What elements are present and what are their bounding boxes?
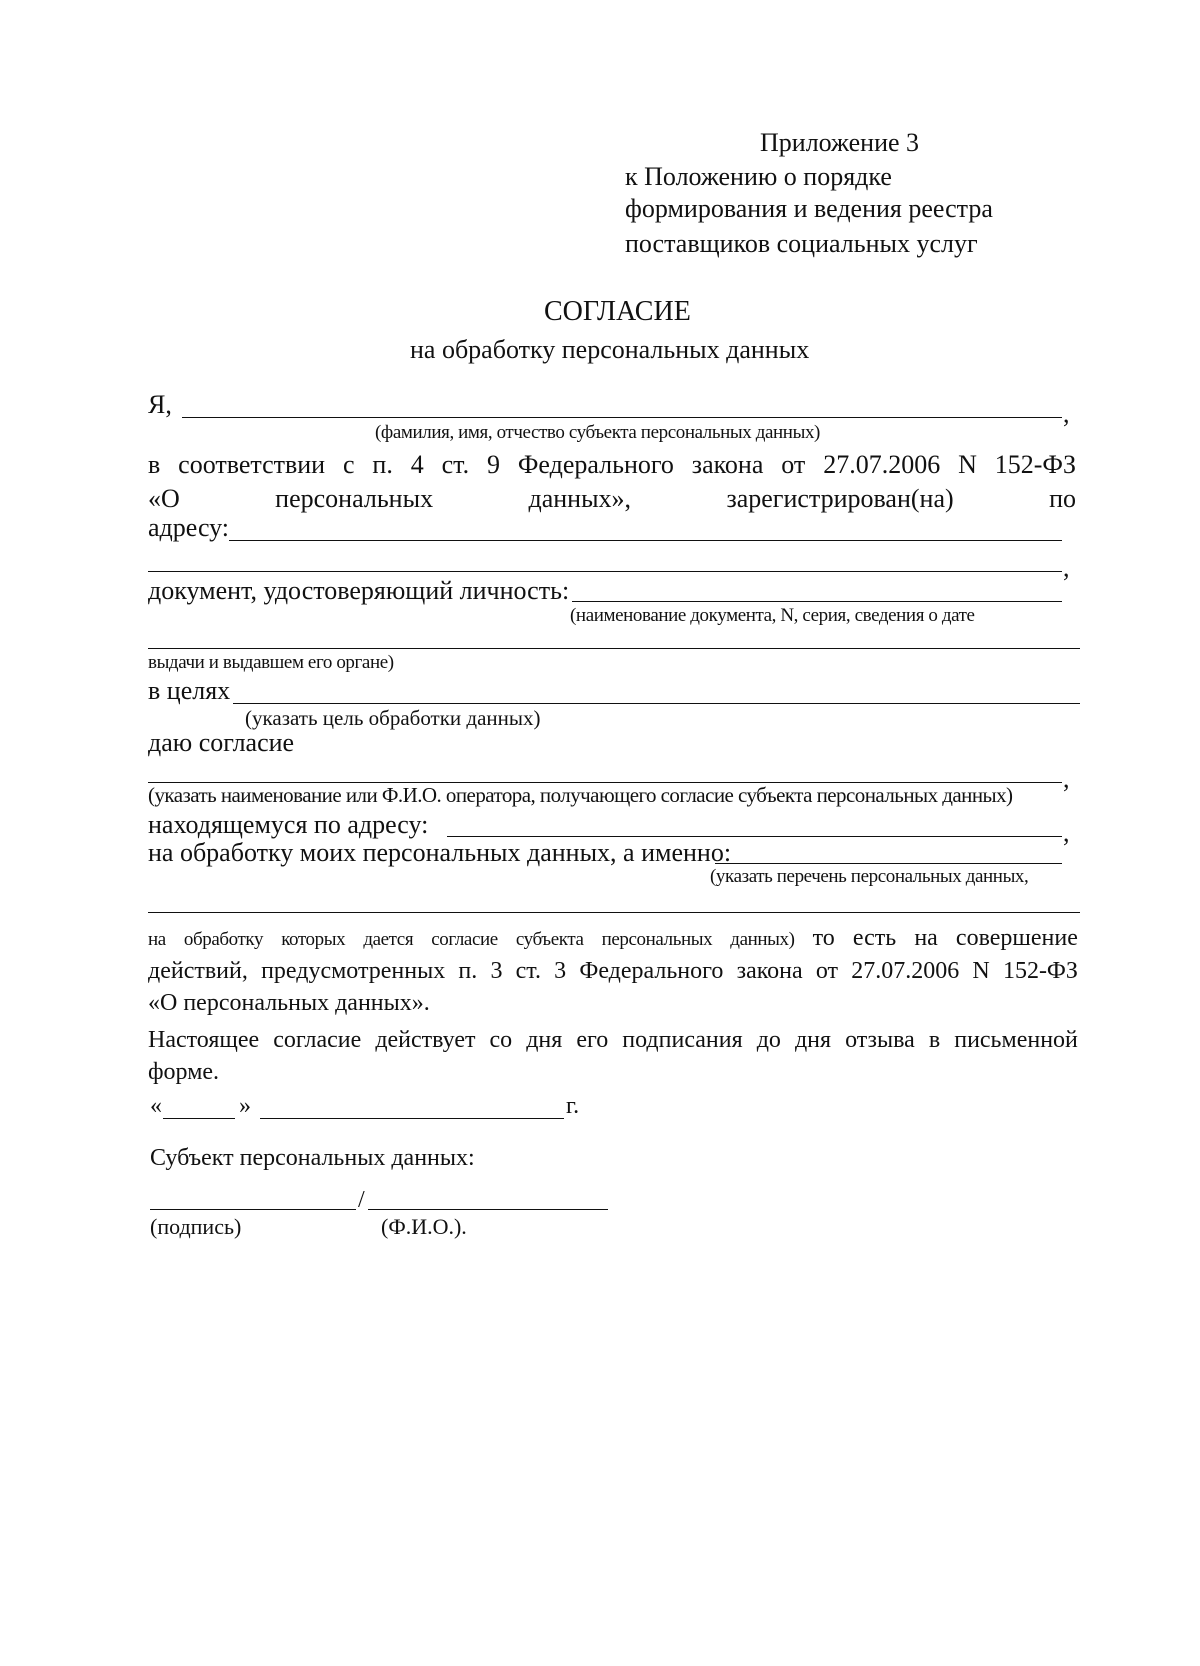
actions-paragraph-line-2 [148,958,1078,985]
document-title: СОГЛАСИЕ [544,296,691,327]
paragraph-word: 152-ФЗ [1002,958,1078,984]
id-document-hint: (наименование документа, N, серия, сведения о дате [570,605,975,626]
id-document-label: документ, удостоверяющий личность: [148,576,570,605]
id-document-hint-2: выдачи и выдавшем его органе) [148,652,394,673]
validity-word: дня [526,1027,563,1053]
law-word: N [958,450,977,479]
data-list-field-line[interactable] [715,863,1062,864]
law-word: п. [372,450,393,479]
validity-word: в [928,1027,941,1053]
operator-hint: (указать наименование или Ф.И.О. оператора, получающего согласие субъекта персональных данных) [148,783,1013,807]
signature-hint: (подпись) [150,1214,242,1239]
law-word: 9 [486,450,500,479]
operator-address-label: находящемуся по адресу: [148,810,429,839]
operator-address-field-line[interactable] [447,836,1062,837]
paragraph-word: 27.07.2006 [851,958,960,984]
validity-word: письменной [954,1027,1078,1053]
paragraph-word: ст. [515,958,541,984]
operator-address-comma: , [1063,818,1070,847]
paragraph-word: совершение [955,925,1078,951]
paragraph-word: персональных [601,929,713,950]
paragraph-word: на [148,929,166,950]
paragraph-word: N [972,958,990,984]
purpose-label: в целях [148,676,231,705]
paragraph-word: дается [363,929,414,950]
validity-word: до [756,1027,781,1053]
address-label: адресу: [148,513,230,542]
paragraph-word: данных) [730,929,795,950]
paragraph-word: то [812,925,835,951]
date-close-quote: » [239,1093,251,1119]
validity-word: дня [794,1027,832,1053]
fio-field-line[interactable] [182,417,1062,418]
signature-fio-field-line[interactable] [368,1209,608,1210]
id-document-field-line[interactable] [572,601,1062,602]
paragraph-word: Федерального [579,958,724,984]
appendix-line-4: поставщиков социальных услуг [625,229,978,258]
law-word: от [781,450,806,479]
validity-line-1 [148,1027,1078,1054]
signature-fio-hint: (Ф.И.О.). [381,1214,467,1239]
paragraph-word: п. [458,958,478,984]
paragraph-word: субъекта [515,929,584,950]
paragraph-word: обработку [183,929,264,950]
operator-comma: , [1063,764,1070,793]
paragraph-word: 3 [490,958,503,984]
appendix-line-2: к Положению о порядке [625,162,892,191]
paragraph-word: действий, [148,958,248,984]
fio-comma: , [1063,399,1070,428]
address-field-line-2[interactable] [148,571,1062,572]
data-list-field-line-2[interactable] [148,912,1080,913]
paragraph-word: которых [281,929,346,950]
paragraph-word: предусмотренных [261,958,446,984]
processing-label: на обработку моих персональных данных, а именно: [148,838,732,867]
validity-word: действует [375,1027,476,1053]
date-day-field-line[interactable] [163,1118,235,1119]
paragraph-word: 3 [554,958,567,984]
law-word: «О [148,484,180,513]
validity-word: согласие [273,1027,362,1053]
paragraph-word: есть [852,925,897,951]
purpose-hint: (указать цель обработки данных) [245,706,541,730]
law-word: персональных [275,484,434,513]
fio-hint: (фамилия, имя, отчество субъекта персональных данных) [375,422,820,443]
law-word: 4 [410,450,424,479]
subject-label: Субъект персональных данных: [150,1145,475,1171]
law-word: 152-ФЗ [994,450,1076,479]
law-word: 27.07.2006 [823,450,941,479]
law-reference-line [148,450,1076,480]
law-word: в [148,450,161,479]
id-document-field-line-2[interactable] [148,648,1080,649]
validity-word: подписания [622,1027,743,1053]
law-word: данных», [528,484,632,513]
validity-word: со [489,1027,513,1053]
validity-word: его [576,1027,609,1053]
date-open-quote: « [150,1093,162,1119]
paragraph-word: от [815,958,839,984]
validity-word: Настоящее [148,1027,260,1053]
actions-paragraph-line-1 [148,925,1078,952]
paragraph-word: на [914,925,938,951]
law-reference-line-2 [148,484,1076,514]
law-word: Федерального [517,450,674,479]
data-list-hint: (указать перечень персональных данных, [710,866,1029,887]
i-label: Я, [148,390,172,419]
paragraph-word: согласие [431,929,498,950]
law-word: ст. [441,450,470,479]
paragraph-word: закона [736,958,803,984]
purpose-field-line[interactable] [233,703,1080,704]
validity-word: отзыва [845,1027,915,1053]
law-word: по [1049,484,1076,513]
law-word: закона [691,450,764,479]
signature-field-line[interactable] [150,1209,356,1210]
document-subtitle: на обработку персональных данных [410,335,810,364]
address-comma: , [1063,553,1070,582]
address-field-line[interactable] [229,540,1062,541]
consent-label: даю согласие [148,728,295,757]
appendix-line-1: Приложение 3 [760,128,920,157]
signature-slash: / [358,1187,365,1213]
date-year-suffix: г. [566,1093,580,1119]
actions-paragraph-line-3: «О персональных данных». [148,990,430,1016]
appendix-line-3: формирования и ведения реестра [625,194,993,223]
law-word: зарегистрирован(на) [726,484,954,513]
law-word: с [342,450,355,479]
validity-line-2: форме. [148,1059,220,1085]
date-month-year-field-line[interactable] [260,1118,564,1119]
law-word: соответствии [178,450,326,479]
